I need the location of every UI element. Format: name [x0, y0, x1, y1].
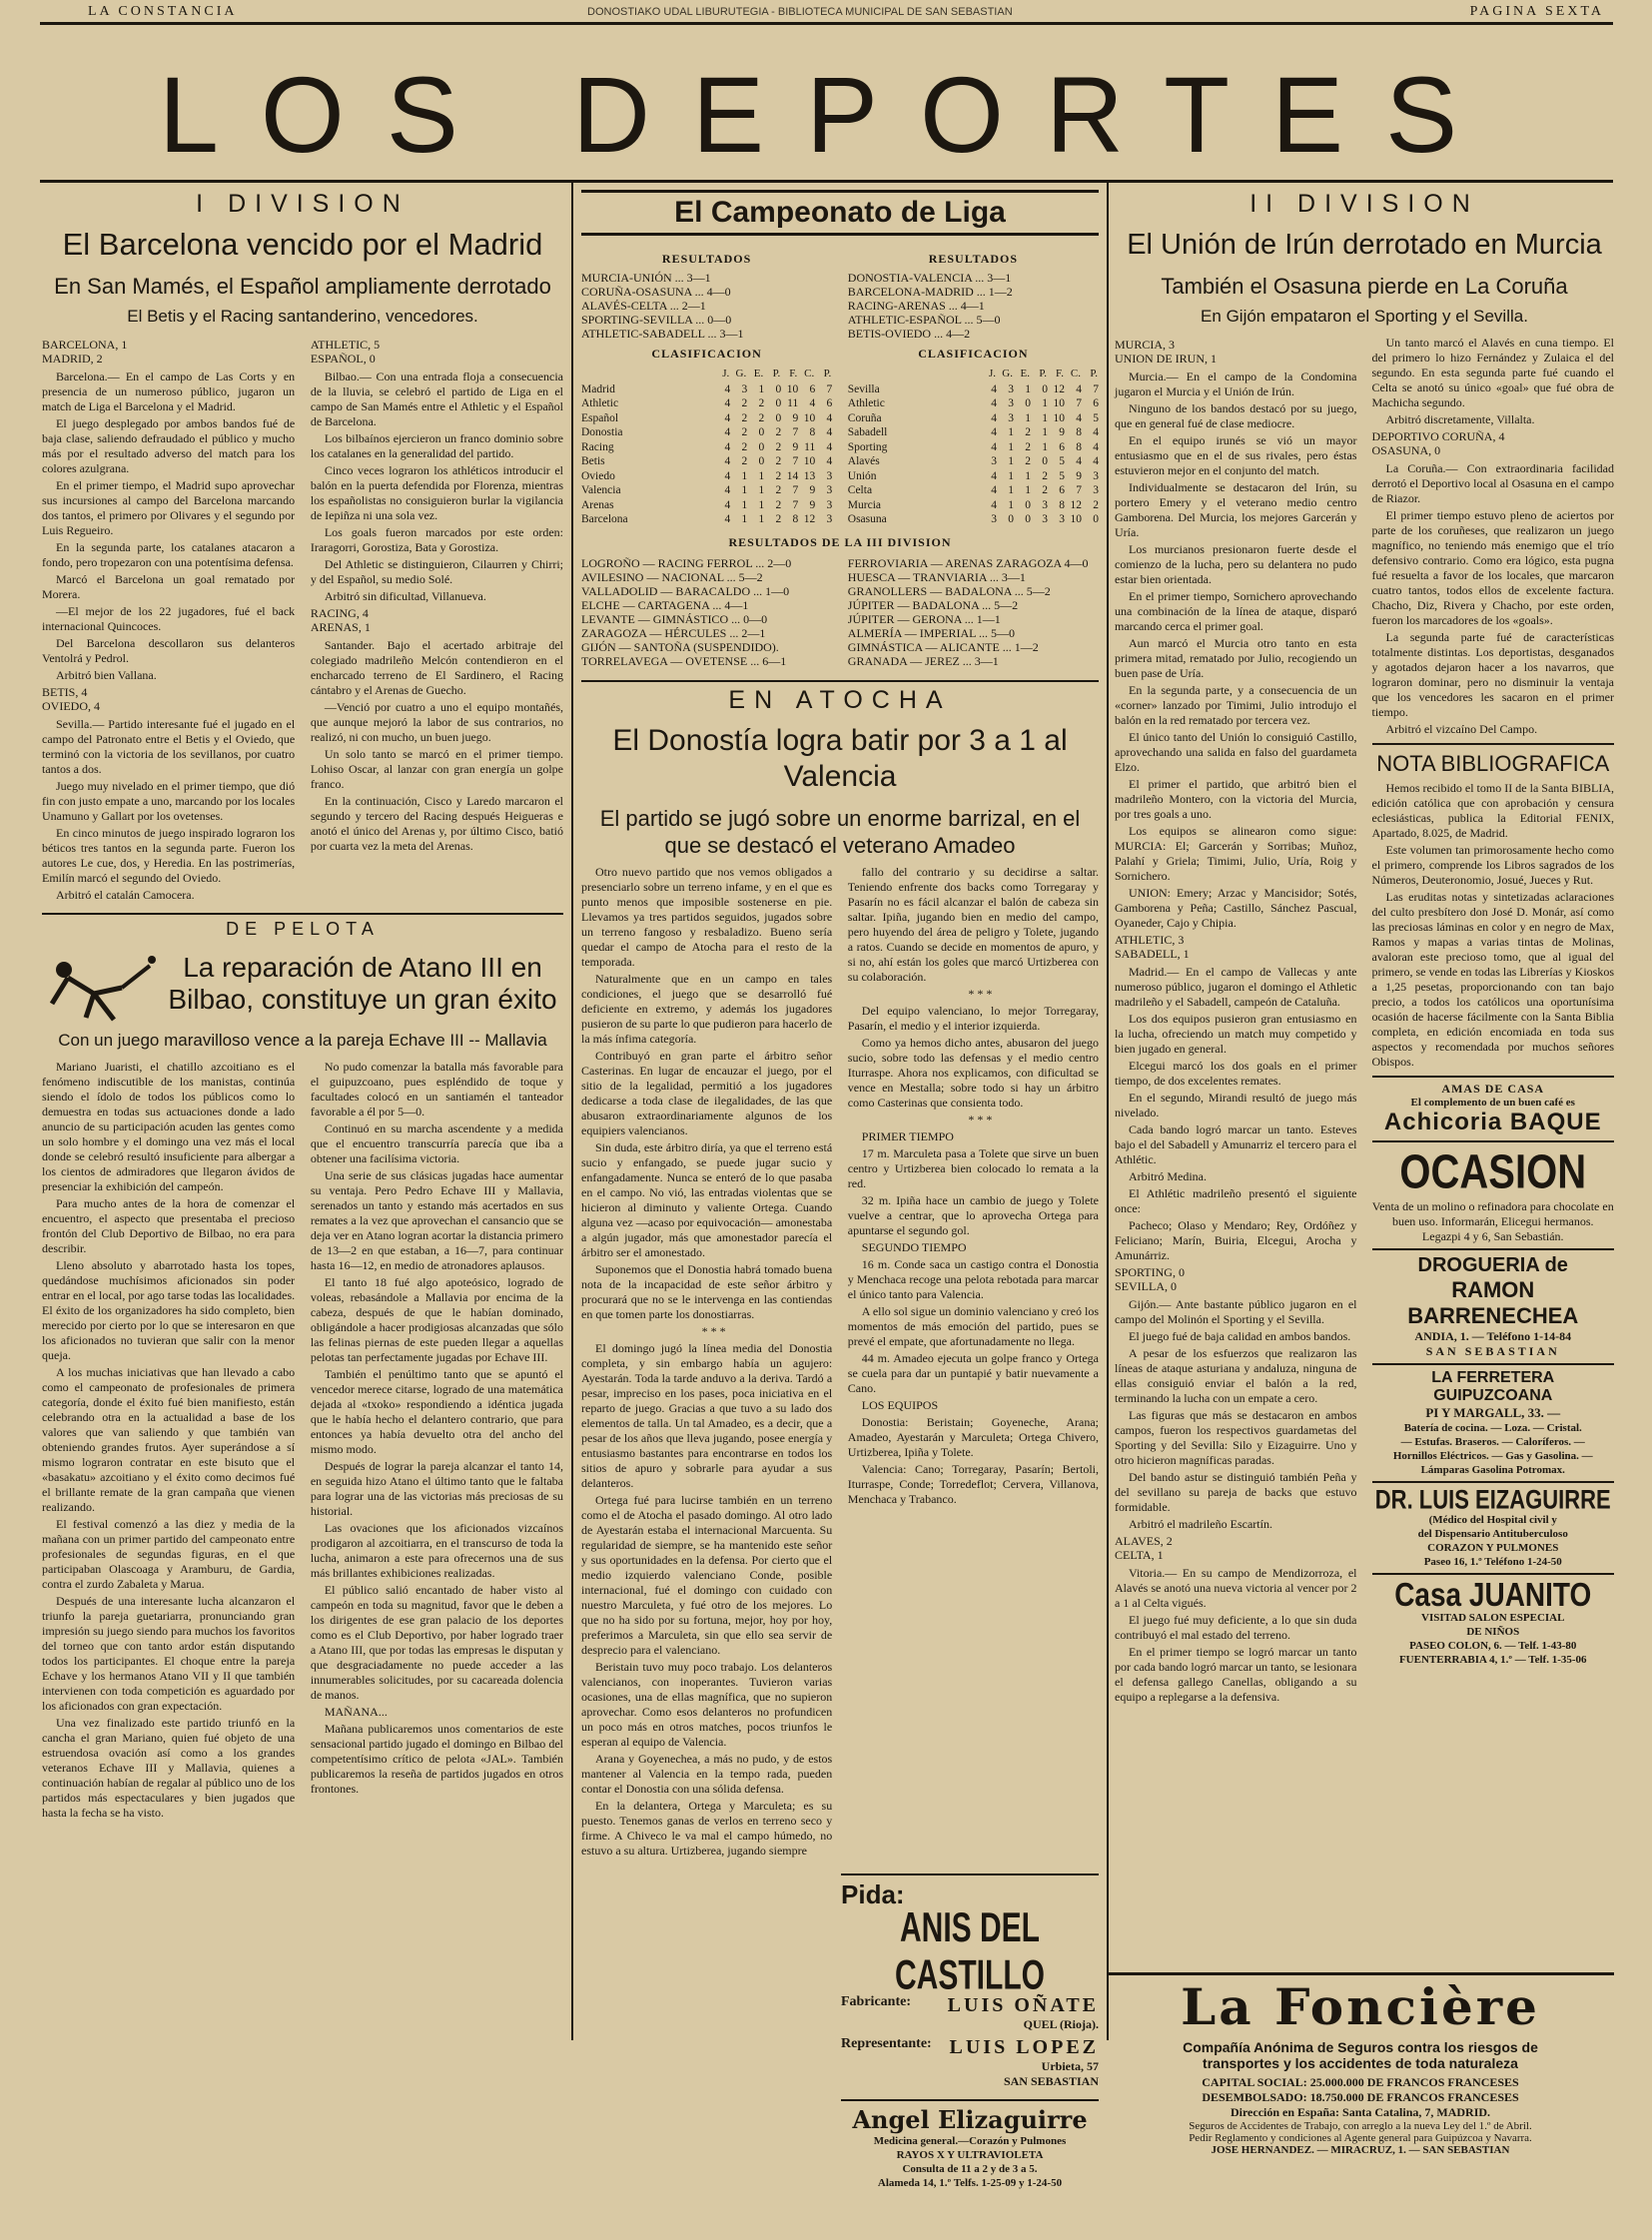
- ad-ferretera: LA FERRETERA GUIPUZCOANA PI Y MARGALL, 33. — Batería de cocina. — Loza. — Cristal. — Estufas. Braseros. — Caloríferos. — Hornillos Eléctricos. — Gas y Gasolina. — Lámparas Gasolina Potromax.: [1372, 1363, 1615, 1481]
- subheadline: También el Osasuna pierde en La Coruña: [1161, 274, 1568, 299]
- standings-first-division: J. G. E. P. F. C. P. Madrid 4 3 1 0 10 6 7 Athletic 4 2 2 0 11 4 6 Español 4 2 2 0 9 10 4 Donostia 4 2 0 2 7 8 4 Racing 4 2 0 2 9 11 4 Betis 4 2 0 2 7 10 4 Oviedo 4 1 1 2 14 13 3 Valencia 4 1 1 2 7 9 3 Arenas 4 1 1 2 7 9 3 Barcelona 4 1 1 2 8 12 3: [581, 368, 833, 525]
- article-text: Barcelona.— En el campo de Las Corts y en presencia de un numeroso público, jugaron un match de Liga el Barcelona y el Madrid. El juego desplegado por ambos bandos fué de baja clase, saliendo defraudado el público y mucho más por el resultado adverso del match para los colores azulgrana. En el primer tiempo, el Madrid supo aprovechar sus incursiones al campo del Barcelona marcando dos tantos, el primero por Olivares y el segundo por Luis Regueiro. En la segunda parte, los catalanes atacaron a fondo, pero tropezaron con una potentísima defensa. Marcó el Barcelona un goal rematado por Morera. —El mejor de los 22 jugadores, fué el back internacional Quincoces. Del Barcelona descollaron sus delanteros Ventolrá y Pedrol. Arbitró bien Vallana.: [42, 370, 296, 682]
- nota-bibliografica-text: Hemos recibido el tomo II de la Santa BIBLIA, edición católica que con aprobación y censura eclesiásticas, publica la Editorial FENIX, Apartado, 8.025, de Madrid. Este volumen tan primorosamente hecho como el primero, comprende los Libros sagrados de los Números, Deuteronomio, Josué, Jueces y Rut. Las eruditas notas y sintetizadas aclaraciones del culto presbítero don José D. Monár, así como las preciosas láminas en color y en negro de Max, Ramos y mapas a varias tintas de Molinas, avaloran este precioso tomo, que al igual del primero, se vende en todas las Librerías y Kioskos a 1,25 pesetas, proporcionando con tan bajo precio, a todos los católicos una oportunísima ocasión de hacerse fácilmente con la Santa Biblia completa, en edición encomiada en toda sus aspectos y recomendada por muchos señores Obispos.: [1371, 781, 1614, 1069]
- article-text: Sevilla.— Partido interesante fué el jugado en el campo del Patronato entre el Betis y el Oviedo, que terminó con la victoria de los sevillanos, por cuatro tantos a dos. Juego muy nivelado en el primer tiempo, que dió fin con justo empate a uno, marcando por los locales Unamuno y Gallart por los ovetenses. En cinco minutos de juego inspirado lograron los béticos tres tantos en la segunda parte. Fueron los autores Le cue, dos, y Heredia. En las postrimerías, Emilín marcó el segundo del Oviedo. Arbitró el catalán Camocera.: [42, 717, 296, 902]
- page-title: LOS DEPORTES: [158, 54, 1500, 175]
- running-head-paper: LA CONSTANCIA: [88, 4, 238, 19]
- standings-row: Sabadell 4 1 2 1 9 8 4: [847, 426, 1099, 438]
- match-score: BARCELONA, 1 MADRID, 2: [42, 338, 128, 366]
- section-head-pelota: DE PELOTA: [226, 919, 380, 939]
- pelota-subheadline: Con un juego maravilloso vence a la pareja Echave III -- Mallavia: [58, 1031, 547, 1050]
- standings-row: Barcelona 4 1 1 2 8 12 3: [581, 513, 833, 525]
- atocha-subheadline: El partido se jugó sobre un enorme barrizal, en el que se destacó el veterano Amadeo: [599, 805, 1081, 858]
- standings-row: Murcia 4 1 0 3 8 12 2: [847, 498, 1099, 511]
- pelota-headline: La reparación de Atano III en Bilbao, constituye un gran éxito: [168, 952, 557, 1015]
- standings-row: Unión 4 1 1 2 5 9 3: [847, 469, 1099, 482]
- atocha-section-head: EN ATOCHA: [728, 685, 952, 714]
- league-results: RESULTADOS MURCIA-UNIÓN ... 3—1 CORUÑA-OSASUNA ... 4—0 ALAVÉS-CELTA ... 2—1 SPORTING-SEVILLA ... 0—0 ATHLETIC-SABADELL ... 3—1 CLASIFICACION J. G. E. P. F. C. P. Madrid 4 3 1 0 10 6 7 Athletic 4 2 2 0 11 4 6 Español 4 2 2 0 9 10 4 Donostia 4 2 0 2 7 8 4 Racing 4 2 0 2 9 11 4 Betis 4 2 0 2 7 10 4 Oviedo 4 1 1 2 14 13 3 Valencia 4 1 1 2 7 9 3 Arenas 4 1 1 2 7 9 3 Barcelona 4 1 1 2 8 12 3 RESULTADOS DONOSTIA-VALENCIA ... 3—1 BARCELONA-MADRID ... 1—2 RACING-ARENAS ... 4—1 ATHLETIC-ESPAÑOL ... 5—0 BETIS-OVIEDO ... 4—2 CLASIFICACION J. G. E. P. F. C. P. Sevilla 4 3 1 0 12 4 7 Athletic 4 3 0 1 10 7 6 Coruña 4 3 1 1 10 4 5 Sabadell 4 1 2 1 9 8 4 Sporting 4 1 2 1 6 8 4 Alavés 3 1 2 0 5 4 4 Unión 4 1 1 2 5 9 3 Celta 4 1 1 2 6 7 3 Murcia 4 1 0 3 8 12 2 Osasuna 3 0 0 3 3 10 0: [581, 252, 1099, 525]
- article-text: Santander. Bajo el acertado arbitraje del colegiado madrileño Melcón contendieron en el encharcado terreno de El Sardinero, el Racing cántabro y el Arenas de Guecho. —Venció por cuatro a uno el equipo montañés, que aunque mejoró la labor de sus contrarios, no realizó, ni con mucho, un buen juego. Un solo tanto se marcó en el primer tiempo. Lohiso Oscar, al lanzar con gran energía un golpe franco. En la continuación, Cisco y Laredo marcaron el segundo y tercero del Racing después Heigueras e anotó el único del Arenas y, por último Cisco, batió por cuarta vez la meta del Arenas.: [310, 638, 563, 853]
- standings-row: Sevilla 4 3 1 0 12 4 7: [847, 382, 1099, 395]
- article-text: Bilbao.— Con una entrada floja a consecuencia de la lluvia, se celebró el partido de Liga en el campo de San Mamés entre el Athletic y el Español de Barcelona. Los bilbaínos ejercieron un franco dominio sobre los catalanes en la generalidad del partido. Cinco veces lograron los athléticos introducir el balón en la puerta defendida por Florenza, mientras los españolistas no consiguieron burlar la vigilancia de Iepiñza ni una sola vez. Los goals fueron marcados por este orden: Iraragorri, Gorostiza, Bata y Gorostiza. Del Athletic se distinguieron, Cilaurren y Chirri; y del Español, su medio Solé. Arbitró sin dificultad, Villanueva.: [310, 370, 563, 603]
- standings-row: Oviedo 4 1 1 2 14 13 3: [581, 469, 833, 482]
- section-head: II DIVISION: [1249, 190, 1479, 218]
- match-score: ATHLETIC, 5 ESPAÑOL, 0: [310, 338, 381, 366]
- ad-achicoria: AMAS DE CASA El complemento de un buen café es Achicoria BAQUE: [1372, 1076, 1615, 1140]
- headline: El Unión de Irún derrotado en Murcia: [1127, 229, 1602, 261]
- ad-la-fonciere: La Foncière Compañía Anónima de Seguros contra los riesgos de transportes y los accidentes de toda naturaleza CAPITAL SOCIAL: 25.000.000 DE FRANCOS FRANCESES DESEMBOLSADO: 18.750.000 DE FRANCOS FRANCESES Dirección en España: Santa Catalina, 7, MADRID. Seguros de Accidentes de Trabajo, con arreglo a la nueva Ley del 1.º de Abril. Pedir Reglamento y condiciones al Agente general para Guipúzcoa y Navarra. JOSE HERNANDEZ. — MIRACRUZ, 1. — SAN SEBASTIAN: [1107, 1972, 1614, 2215]
- standings-row: Celta 4 1 1 2 6 7 3: [847, 484, 1099, 496]
- ad-ocasion: OCASION Venta de un molino o refinadora para chocolate en buen uso. Informarán, Elicegui hermanos. Legazpi 4 y 6, San Sebastián.: [1372, 1140, 1615, 1248]
- column-second-division: [1115, 186, 1614, 1973]
- standings-row: Athletic 4 2 2 0 11 4 6: [581, 397, 833, 409]
- atocha-headline: El Donostía logra batir por 3 a 1 al Valencia: [612, 723, 1068, 793]
- standings-row: Racing 4 2 0 2 9 11 4: [581, 440, 833, 453]
- second-division-reports: MURCIA, 3 UNION DE IRUN, 1 Murcia.— En el campo de la Condomina jugaron el Murcia y el Unión de Irún. Ninguno de los bandos destacó por su juego, que en general fué de clase mediocre. En el equipo irunés se vió un mayor entusiasmo que en el de sus rivales, pero éstas estuvieron mejor en el conjunto del match. Individualmente se destacaron del Irún, su portero Emery y el veterano medio centro Gamborena. Del Murcia, los mejores Garcerán y Uría. Los murcianos presionaron fuerte desde el comienzo de la lucha, pero su delantera no pudo estar bien orientada. En el primer tiempo, Sornichero aprovechando una combinación de la línea de ataque, disparó marcando cerca el primer goal. Aun marcó el Murcia otro tanto en esta primera mitad, rematado por Julio, recogiendo un buen pase de Uría. En la segunda parte, y a consecuencia de un «corner» lanzado por Timimi, Julio introdujo el balón en la red rematado por tercera vez. El único tanto del Unión lo consiguió Castillo, aprovechando una salida en falso del guardameta Elzo. El primer el partido, que arbitró bien el madrileño Montero, con la victoria del Murcia, por tres goals a uno. Los equipos se alinearon como sigue: MURCIA: El; Garcerán y Sorribas; Muñoz, Palahí y Griela; Timimi, Julio, Uría, Roig y Sornichero. UNION: Emery; Arzac y Mancisidor; Sotés, Gamborena y Peña; Castillo, Sánchez Pascual, Oyaneder, Cajo y Chipia. ATHLETIC, 3 SABADELL, 1 Madrid.— En el campo de Vallecas y ante numeroso público, jugaron el domingo el Athletic madrileño y el Sabadell, campeón de Cataluña. Los dos equipos pusieron gran entusiasmo en la lucha, ofreciendo un match muy competido y bien jugado en general. Elcegui marcó los dos goals en el primer tiempo, de dos excelentes remates. En el segundo, Mirandi resultó de juego más nivelado. Cada bando logró marcar un tanto. Esteves bajo el del Sabadell y Amunarriz el tercero para el Athlétic. Arbitró Medina. El Athlétic madrileño presentó el siguiente once: Pacheco; Olaso y Mendaro; Rey, Ordóñez y Feliciano; Marín, Buiria, Elcegui, Arocha y Amunárriz. SPORTING, 0 SEVILLA, 0 Gijón.— Ante bastante público jugaron en el campo del Molinón el Sporting y el Sevilla. El juego fué de baja calidad en ambos bandos. A pesar de los esfuerzos que realizaron las líneas de ataque asturiana y andaluza, ninguna de ellas consiguió enviar el balón a la red, terminando la lucha con un empate a cero. Las figuras que más se destacaron en ambos campos, fueron los respectivos guardametas del Sporting y del Sevilla: Silo y Eizaguirre. Uno y otro hicieron magníficas paradas. Del bando astur se distinguió también Peña y del sevillano su pareja de backs que estuvo formidable. Arbitró el madrileño Escartín. ALAVES, 2 CELTA, 1 Vitoria.— En su campo de Mendizorroza, el Alavés se anotó una nueva victoria al vencer por 2 a 1 al Celta vigués. El juego fué muy deficiente, a lo que sin duda contribuyó el mal estado del terreno. En el primer tiempo se logró marcar un tanto por cada bando logró marcar un tanto, se lesionara el defensa gallego Canellas, obligando a su equipo a replegarse a la defensiva. Un tanto marcó el Alavés en cuna tiempo. El del primero lo hizo Fernández y Zulaica el del segundo. En esta segunda parte fué cuando el Celta se anotó su único «goal» que fué obra de Machicha segundo. Arbitró discretamente, Villalta. DEPORTIVO CORUÑA, 4 OSASUNA, 0 La Coruña.— Con extraordinaria facilidad derrotó el Deportivo local al Osasuna en el campo de Riazor. El primer tiempo estuvo pleno de aciertos por parte de los coruñeses, que realizaron un juego magnífico, no teniendo más enemigo que el trío defensivo contrario. Como era lógico, esta pugna fué resuelta a favor de los locales, que marcaron cuatro tantos, todos ellos de excelente factura. Chacho, Diz, Rivera y Chacho, por este orden, fueron los marcadores de los «goals». La segunda parte fué de características totalmente distintas. Los deportistas, desganados y agotados dejaron hacer a los navarros, que lograron dominar, pero no disminuir la ventaja que los vencedores les sacaron en el primer tiempo. Arbitró el vizcaíno Del Campo. NOTA BIBLIOGRAFICA Hemos recibido el tomo II de la Santa BIBLIA, edición católica que con aprobación y censura eclesiásticas, publica la Editorial FENIX, Apartado, 8.025, de Madrid. Este volumen tan primorosamente hecho como el primero, comprende los Libros sagrados de los Números, Deuteronomio, Josué, Jueces y Rut. Las eruditas notas y sintetizadas aclaraciones del culto presbítero don José D. Monár, así como las preciosas láminas en color y en negro de Max, Ramos y mapas a varias tintas de Molinas, avaloran este precioso tomo, que al igual del primero, se vende en todas las Librerías y Kioskos a 1,25 pesetas, proporcionando con tan bajo precio, a todos los católicos una oportunísima ocasión de hacerse fácilmente con la Santa Biblia completa, en edición encomiada en toda sus aspectos y recomendada por muchos señores Obispos. AMAS DE CASA El complemento de un buen café es Achicoria BAQUE OCASION Venta de un molino o refinadora para chocolate en buen uso. Informarán, Elicegui hermanos. Legazpi 4 y 6, San Sebastián. DROGUERIA de RAMON BARRENECHEA ANDIA, 1. — Teléfono 1-14-84 SAN SEBASTIAN LA FERRETERA GUIPUZCOANA PI Y MARGALL, 33. — Batería de cocina. — Loza. — Cristal. — Estufas. Braseros. — Caloríferos. — Hornillos Eléctricos. — Gas y Gasolina. — Lámparas Gasolina Potromax. DR. LUIS EIZAGUIRRE (Médico del Hospital civil y del Dispensario Antituberculoso CORAZON Y PULMONES Paseo 16, 1.º Teléfono 1-24-50 Casa JUANITO VISITAD SALON ESPECIAL DE NIÑOS PASEO COLON, 6. — Telf. 1-43-80 FUENTERRABIA 4, 1.º — Telf. 1-35-06: [1115, 336, 1614, 1704]
- section-rule: [581, 680, 1099, 682]
- running-head-library: DONOSTIAKO UDAL LIBURUTEGIA - BIBLIOTECA MUNICIPAL DE SAN SEBASTIAN: [587, 6, 1013, 18]
- standings-row: Betis 4 2 0 2 7 10 4: [581, 455, 833, 467]
- column-league: [581, 186, 1099, 2189]
- pelota-player-icon: [42, 948, 162, 1028]
- pelota-heading: [42, 948, 563, 1028]
- column-divider: [571, 183, 573, 2040]
- standings-row: Madrid 4 3 1 0 10 6 7: [581, 382, 833, 395]
- ad-anis: Pida: ANIS DEL CASTILLO Fabricante: LUIS OÑATE QUEL (Rioja). Representante: LUIS LOPEZ Urbieta, 57 SAN SEBASTIAN: [841, 1873, 1099, 2093]
- standings-second-division: J. G. E. P. F. C. P. Sevilla 4 3 1 0 12 4 7 Athletic 4 3 0 1 10 7 6 Coruña 4 3 1 1 10 4 5 Sabadell 4 1 2 1 9 8 4 Sporting 4 1 2 1 6 8 4 Alavés 3 1 2 0 5 4 4 Unión 4 1 1 2 5 9 3 Celta 4 1 1 2 6 7 3 Murcia 4 1 0 3 8 12 2 Osasuna 3 0 0 3 3 10 0: [847, 368, 1099, 525]
- standings-row: Coruña 4 3 1 1 10 4 5: [847, 411, 1099, 424]
- running-head-page: PAGINA SEXTA: [1469, 4, 1604, 19]
- ad-casa-juanito: Casa JUANITO VISITAD SALON ESPECIAL DE NIÑOS PASEO COLON, 6. — Telf. 1-43-80 FUENTERRABIA 4, 1.º — Telf. 1-35-06: [1372, 1573, 1615, 1671]
- headline: El Barcelona vencido por el Madrid: [62, 227, 543, 262]
- league-headline: El Campeonato de Liga: [581, 190, 1099, 236]
- section-rule: [42, 913, 563, 915]
- subheadline: En San Mamés, el Español ampliamente derrotado: [54, 274, 551, 299]
- ad-doctor: Angel Elizaguirre Medicina general.—Corazón y Pulmones RAYOS X Y ULTRAVIOLETA Consulta de 11 a 2 y de 3 a 5. Alameda 14, 1.º Telfs. 1-25-09 y 1-24-50: [841, 2099, 1099, 2194]
- subheadline-small: En Gijón empataron el Sporting y el Sevilla.: [1201, 307, 1528, 326]
- standings-row: Sporting 4 1 2 1 6 8 4: [847, 440, 1099, 453]
- ads-column-2: [841, 1873, 1099, 2194]
- standings-row: Osasuna 3 0 0 3 3 10 0: [847, 513, 1099, 525]
- ad-doctor-eizaguirre: DR. LUIS EIZAGUIRRE (Médico del Hospital civil y del Dispensario Antituberculoso CORAZON Y PULMONES Paseo 16, 1.º Teléfono 1-24-50: [1372, 1481, 1615, 1573]
- column-divider: [1107, 183, 1109, 2040]
- third-division-results: LOGROÑO — RACING FERROL ... 2—0 AVILESINO — NACIONAL ... 5—2 VALLADOLID — BARACALDO ... 1—0 ELCHE — CARTAGENA ... 4—1 LEVANTE — GIMNÁSTICO ... 0—0 ZARAGOZA — HÉRCULES ... 2—1 GIJÓN — SANTOÑA (SUSPENDIDO). TORRELAVEGA — OVETENSE ... 6—1 FERROVIARIA — ARENAS ZARAGOZA 4—0 HUESCA — TRANVIARIA ... 3—1 GRANOLLERS — BADALONA ... 5—2 JÚPITER — BADALONA ... 5—2 JÚPITER — GERONA ... 1—1 ALMERÍA — IMPERIAL ... 5—0 GIMNÁSTICA — ALICANTE ... 1—2 GRANADA — JEREZ ... 3—1: [581, 555, 1089, 668]
- pelota-article: Mariano Juaristi, el chatillo azcoitiano es el fenómeno indiscutible de los manistas, continúa siendo el ídolo de todos los públicos como lo demuestra en todas sus actuaciones donde a lado anuncio de su participación acuden las gentes como un solo hombre y el domingo una vez más el local donde se celebró resultó insuficiente para albergar a los cientos de admiradores que llegaron ávidos de presenciar la exhibición del campeón. Para mucho antes de la hora de comenzar el encuentro, el aspecto que presentaba el precioso frontón del Club Deportivo de Bilbao, no era para describir. Lleno absoluto y abarrotado hasta los topes, quedándose muchísimos aficionados sin poder entrar en el local, por ago tarse todas las localidades. El éxito de los organizadores ha sido completo, bien merecido por cierto por lo que se interesaron en que los aficionados no tuvieran que salir con la menor queja. A los muchas iniciativas que han llevado a cabo como el campeonato de profesionales de primera categoría, donde el éxito fué bien manifiesto, están celebrando otra en la actualidad a base de los valores que van saliendo y que también van obteniendo grandes frutos. Ayer superándose a sí mismo lograron contratar en este bisuto que el «basakatu» azcoitiano y el éxito como decimos fué el brillante remate de la gran campaña que vienen realizando. El festival comenzó a las diez y media de la mañana con un primer partido del campeonato entre profesionales de segundas figuras, en el que participaban Olascoaga y Aramburu, de Gardia, contra el zurdo Zabaleta y Marua. Después de una interesante lucha alcanzaron el triunfo la pareja guetariarra, pronunciando gran impresión su juego siendo para muchos los favoritos del torneo que con tanto ardor están disputando todos los participantes. El choque entre la pareja Echave y los hermanos Atano VII y II que también intervienen con toda competición es aguardado por los aficionados con gran expectación. Una vez finalizado este partido triunfó en la cancha el gran Mariano, quien fué objeto de una estruendosa ovación así como a los grandes veteranos Echave III y Mallavia, quienes a continuación habían de regalar al público uno de los partidos más espectaculares y bien jugados que hasta la fecha se ha visto. No pudo comenzar la batalla más favorable para el guipuzcoano, pues espléndido de toque y facultades colocó en un santiamén el tanteador favorable a él por 5—0. Continuó en su marcha ascendente y a medida que el encuentro transcurría parecía que iba a obtener una facilísima victoria. Una serie de sus clásicas jugadas hace aumentar su ventaja. Pero Pedro Echave III y Mallavia, serenados un tanto y estando más acertados en sus remates a la vez que aprovechan el cansancio que se deja ver en Atano logran acortar la distancia primero de 13—2 en que estaban, a 16—7, para continuar hasta 16—12, en medio de atronadores aplausos. El tanto 18 fué algo apoteósico, logrado de voleas, rebasándole a Mallavia por encima de la cabeza, después de que le habían dominado, obligándole a hacer prodigiosas alcanzadas que sólo las felinas piernas de este pueden llegar a aquellas pelotas tan perfectamente jugadas por Echave III. También el penúltimo tanto que se apuntó el vencedor merece citarse, logrado de una matemática dejada al «txoko» respondiendo a idéntica jugada que le había hecho el delantero contrario, que para entonces ya había devuelto otra del ancho del mismo modo. Después de lograr la pareja alcanzar el tanto 14, en seguida hizo Atano el último tanto que le faltaba para lograr una de las victorias más preciosas de su historial. Las ovaciones que los aficionados vizcaínos prodigaron al azcoitiarra, en el transcurso de toda la lucha, animaron a este para ofrecernos una de sus más brillantes exhibiciones realizadas. El público salió encantado de haber visto al campeón en toda su magnitud, favor que le deben a los dirigentes de ese gran palacio de los deportes como es el Club Deportivo, por haber logrado traer a Atano III, que por todas las empresas le disputan y que desgraciadamente no puede acceder a las innumerables solicitudes, por su cacareada dolencia de manos. MAÑANA... Mañana publicaremos unos comentarios de este sensacional partido jugado el domingo en Bilbao del competentísimo crítico de pelota «JAL». También publicaremos la reseña de partidos jugados en otros frontones.: [42, 1060, 563, 1820]
- title-rule: [40, 180, 1613, 183]
- third-division-head: RESULTADOS DE LA III DIVISION: [728, 534, 952, 549]
- running-head: [0, 0, 1652, 22]
- subheadline-small: El Betis y el Racing santanderino, vencedores.: [127, 307, 478, 326]
- standings-row: Arenas 4 1 1 2 7 9 3: [581, 498, 833, 511]
- top-rule: [40, 22, 1613, 25]
- standings-row: Donostia 4 2 0 2 7 8 4: [581, 426, 833, 438]
- standings-row: Español 4 2 2 0 9 10 4: [581, 411, 833, 424]
- match-score: BETIS, 4 OVIEDO, 4: [42, 685, 100, 713]
- match-reports: [42, 336, 563, 905]
- nota-bibliografica-head: NOTA BIBLIOGRAFICA: [1376, 751, 1610, 776]
- section-head: I DIVISION: [196, 190, 410, 218]
- atocha-article: Otro nuevo partido que nos vemos obligados a presenciarlo sobre un terreno infame, y en el que es punto menos que imposible sostenerse en pie. Llevamos ya tres partidos seguidos, jugados sobre un terreno fangoso y resbaladizo. Bueno sería quedar el campo de Atocha para el resto de la temporada. Naturalmente que en un campo en tales condiciones, el juego que se desarrolló fué deficiente en extremo, y además los jugadores pusieron de su parte lo que pudieron para hacerlo de la más ínfima categoría. Contribuyó en gran parte el árbitro señor Casterinas. En lugar de encauzar el juego, por el sitio de la legalidad, permitió a los jugadores dedicarse a toda clase de ilegalidades, de las que abusaron extraordinariamente algunos de los equipiers valencianos. Sin duda, este árbitro diría, ya que el terreno está sucio y enfangado, se puede jugar sucio y enfangadamente. Nunca se enteró de lo que pasaba en el campo. No vió, las entradas violentas que se hicieron al diminuto y valiente Ortega. Cuando alguna vez —acaso por equivocación— amonestaba a algún jugador, más que amonestador parecía el árbitro ser el amonestado. Suponemos que el Donostia habrá tomado buena nota de la incapacidad de este señor árbitro y procurará que no se le intervenga en las contiendas en que tomen parte los donostiarras. * * * El domingo jugó la línea media del Donostia completa, y sin embargo había un agujero: Ayestarán. Toda la tarde anduvo a la deriva. Tardó a pesar, impreciso en los pases, poca iniciativa en el reparto de juego. Gracias a que tuvo a su lado dos elementos de talla. Un tal Amadeo, es a decir, que a pesar de los años que lleva jugando, posee energía y entusiasmo bastantes para encontrarse en todos los sitios de apuro y sobrarle para ayudar a sus delanteros. Ortega fué para lucirse también en un terreno como el de Atocha el pasado domingo. Al otro lado de Ayestarán estaba el internacional Marcuenta. Su regularidad de siempre, se ha mantenido este señor y sus oportunidades en la defensa. Por cierto que el medio izquierdo valenciano Conde, posible internacional, fué el domingo con cuidado con nuestro Marculeta, y fué otro de los mejores. Lo que no ha sido por su fortuna, mejor, hoy por hoy, preferimos a Marculeta, sin que ello sea servir de desprecio para el valenciano. Beristain tuvo muy poco trabajo. Los delanteros valencianos, con inoperantes. Tuvieron varias ocasiones, una de ellas magnífica, que no supieron aprovechar. Como esos delanteros no profundicen un poco más en otros matches, pocos triunfos le esperan al equipo de Valencia. Arana y Goyenechea, a más no pudo, y de estos mantener al Valencia en la tempo rada, pueden contar el Donostia con una sólida defensa. En la delantera, Ortega y Marculeta; es su puesto. Tenemos ganas de verlos en terreno seco y firme. A Chiveco le va mal el campo húmedo, no estuvo a su altura. Urtizberea, jugando siempre fallo del contrario y su decidirse a saltar. Teniendo enfrente dos backs como Torregaray y Pasarín no es fácil alcanzar el balón de cabeza sin saltar. Ipiña, jugando bien en medio del campo, pero huyendo del área de peligro y Tolete, jugando a ratos. Cuando se decide en momentos de apuro, y si no, ahí están los goles que marcó Urtizberea con su colaboración. * * * Del equipo valenciano, lo mejor Torregaray, Pasarín, el medio y el interior izquierda. Como ya hemos dicho antes, abusaron del juego sucio, sobre todo las defensas y el medio centro Iturraspe. Ahora nos explicamos, con dificultad se vence en Mestalla; sobre todo si hay un árbitro como Casterinas que consienta todo. * * * PRIMER TIEMPO 17 m. Marculeta pasa a Tolete que sirve un buen centro y Urtizberea bien colocado lo remata a la red. 32 m. Ipiña hace un cambio de juego y Tolete vuelve a centrar, que lo aprovecha Ortega para apuntarse el segundo gol. SEGUNDO TIEMPO 16 m. Conde saca un castigo contra el Donostia y Menchaca recoge una pelota rebotada para marcar el único tanto para Valencia. A ello sol sigue un dominio valenciano y creó los momentos de más emoción del partido, pues se prevé el empate, que afortunadamente no llega. 44 m. Amadeo ejecuta un golpe franco y Ortega se cuela para dar un puntapié y batir nuevamente a Cano. LOS EQUIPOS Donostia: Beristain; Goyeneche, Arana; Amadeo, Ayestarán y Marculeta; Ortega Chivero, Urtizberea, Ipiña y Tolete. Valencia: Cano; Torregaray, Pasarín; Bertoli, Iturraspe, Conde; Torredeflot; Cervera, Villanova, Menchaca y Trabanco.: [581, 864, 1099, 1858]
- standings-row: Valencia 4 1 1 2 7 9 3: [581, 484, 833, 496]
- match-score: RACING, 4 ARENAS, 1: [310, 606, 371, 634]
- ad-drogueria: DROGUERIA de RAMON BARRENECHEA ANDIA, 1. — Teléfono 1-14-84 SAN SEBASTIAN: [1372, 1248, 1615, 1363]
- standings-row: Athletic 4 3 0 1 10 7 6: [847, 397, 1099, 409]
- standings-row: Alavés 3 1 2 0 5 4 4: [847, 455, 1099, 467]
- column-first-division: [42, 186, 563, 2038]
